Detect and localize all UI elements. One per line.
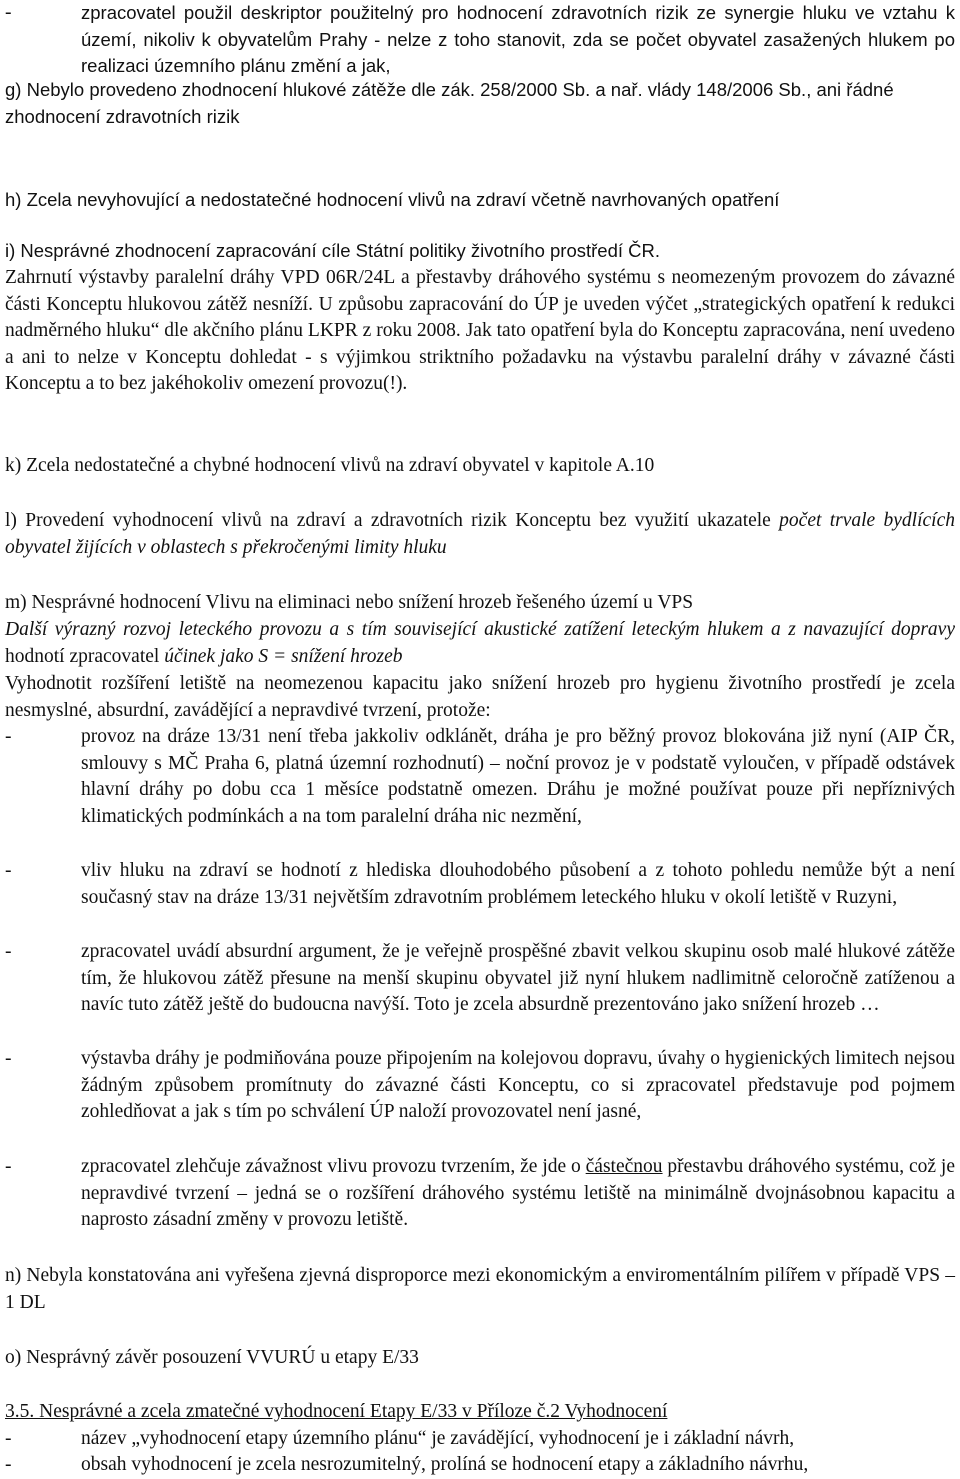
list-item	[5, 0, 955, 80]
list-item-text: název „vyhodnocení etapy územního plánu“ je zavádějící, vyhodnocení je i základní návrh,	[81, 1428, 795, 1449]
paragraph-o: o) Nesprávný závěr posouzení VVURÚ u etapy E/33	[5, 1347, 419, 1368]
paragraph-m-italic-2: účinek jako S = snížení hrozeb	[164, 645, 403, 667]
list-item-text-part: zpracovatel zlehčuje závažnost vlivu provozu tvrzením, že jde o	[81, 1156, 586, 1177]
list-item	[5, 1046, 955, 1126]
list-dash: -	[5, 1156, 12, 1177]
list-dash: -	[5, 860, 12, 881]
paragraph-g: g) Nebylo provedeno zhodnocení hlukové zátěže dle zák. 258/2000 Sb. a nař. vlády 148/2006 Sb., ani řádné zhodnocení zdravotních rizik	[5, 79, 894, 127]
paragraph-m-body: Vyhodnotit rozšíření letiště na neomezenou kapacitu jako snížení hrozeb pro hygienu životního prostředí je zcela nesmyslné, absurdní, zavádějící a nepravdivé tvrzení, protože:	[5, 673, 955, 721]
list-item-text: provoz na dráze 13/31 není třeba jakkoliv odklánět, dráha je pro běžný provoz blokována již nyní (AIP ČR, smlouvy s MČ Praha 6, platná územní rozhodnutí) – noční provoz je v podstatě vyloučen, v případě odstávek hlavní dráhy po dobu cca 1 měsíce podstatně omezen. Dráhu je možné používat pouze při nepříznivých klimatických podmínkách a na tom paralelní dráha nic nezmění,	[81, 726, 955, 827]
list-item-text: obsah vyhodnocení je zcela nesrozumitelný, prolíná se hodnocení etapy a základního návrhu,	[81, 1454, 809, 1475]
paragraph-m-intro	[5, 617, 955, 670]
list-dash: -	[5, 1048, 12, 1069]
list-dash: -	[5, 941, 12, 962]
paragraph-k: k) Zcela nedostatečné a chybné hodnocení vlivů na zdraví obyvatel v kapitole A.10	[5, 455, 655, 476]
list-item	[5, 1426, 955, 1453]
list-item-text: zpracovatel použil deskriptor použitelný pro hodnocení zdravotních rizik ze synergie hluku ve vztahu k území, nikoliv k obyvatelům Prahy - nelze z toho stanovit, zda se počet obyvatel zasažených hlukem po realizaci územního plánu změní a jak,	[81, 2, 955, 77]
underlined-word: částečnou	[585, 1156, 663, 1177]
paragraph-l-italic: počet trvale bydlících obyvatel žijících v oblastech s překročenými limity hluku	[5, 510, 955, 558]
paragraph-h: h) Zcela nevyhovující a nedostatečné hodnocení vlivů na zdraví včetně navrhovaných opatření	[5, 189, 780, 210]
paragraph-i-body: Zahrnutí výstavby paralelní dráhy VPD 06R/24L a přestavby dráhového systému s neomezeným provozem do závazné části Konceptu hlukovou zátěž nesníží. U způsobu zapracování do ÚP je uveden výčet „strategických opatření k redukci nadměrného hluku“ dle akčního plánu LKPR z roku 2008. Jak tato opatření byla do Konceptu zapracována, není uvedeno a ani to nelze v Konceptu dohledat - s výjimkou striktního požadavku na výstavbu paralelní dráhy v závazné části Konceptu a to bez jakéhokoliv omezení provozu(!).	[5, 267, 955, 395]
paragraph-l-text: l) Provedení vyhodnocení vlivů na zdraví a zdravotních rizik Konceptu bez využití ukazatele	[5, 510, 780, 531]
section-heading: 3.5. Nesprávné a zcela zmatečné vyhodnocení Etapy E/33 v Příloze č.2 Vyhodnocení	[5, 1401, 668, 1422]
list-item	[5, 724, 955, 830]
paragraph-i-heading: i) Nesprávné zhodnocení zapracování cíle Státní politiky životního prostředí ČR.	[5, 240, 661, 261]
list-item	[5, 1154, 955, 1234]
list-dash: -	[5, 726, 12, 747]
list-dash: -	[5, 1428, 12, 1449]
list-item-text: zpracovatel uvádí absurdní argument, že je veřejně prospěšné zbavit velkou skupinu osob malé hlukové zátěže tím, že hlukovou zátěž přesune na menší skupinu obyvatel již nyní hlukem nadlimitně celoročně zatíženou a navíc tuto zátěž ještě do budoucna navýší. Toto je zcela absurdně prezentováno jako snížení hrozeb …	[81, 941, 955, 1016]
list-dash: -	[5, 2, 12, 23]
paragraph-n: n) Nebyla konstatována ani vyřešena zjevná disproporce mezi ekonomickým a enviromentálním pilířem v případě VPS – 1 DL	[5, 1265, 955, 1313]
list-dash: -	[5, 1454, 12, 1475]
list-item	[5, 1452, 955, 1479]
list-item	[5, 858, 955, 911]
list-item-text	[81, 1154, 955, 1234]
paragraph-m-italic-1: Další výrazný rozvoj leteckého provozu a s tím související akustické zatížení leteckým hlukem a z navazující dopravy	[5, 619, 955, 640]
list-item-text: vliv hluku na zdraví se hodnotí z hlediska dlouhodobého působení a z tohoto pohledu nemůže být a není současný stav na dráze 13/31 největším zdravotním problémem leteckého hluku v okolí letiště v Ruzyni,	[81, 860, 955, 908]
list-item-text: výstavba dráhy je podmiňována pouze připojením na kolejovou dopravu, úvahy o hygienických limitech nejsou žádným způsobem promítnuty do závazné části Konceptu, co si zpracovatel představuje pod pojmem zohledňovat a jak s tím po schválení ÚP naloží provozovatel není jasné,	[81, 1048, 955, 1123]
paragraph-m-heading: m) Nesprávné hodnocení Vlivu na eliminaci nebo snížení hrozeb řešeného území u VPS	[5, 592, 694, 613]
paragraph-m-text-1: hodnotí zpracovatel	[5, 645, 165, 667]
list-item-text-part: přestavbu dráhového systému, což je nepravdivé tvrzení – jedná se o rozšíření dráhového systému letiště na minimálně dvojnásobnou kapacitu a naprosto zásadní změny v provozu letiště.	[81, 1156, 955, 1231]
list-item	[5, 939, 955, 1019]
paragraph-l	[5, 508, 955, 561]
